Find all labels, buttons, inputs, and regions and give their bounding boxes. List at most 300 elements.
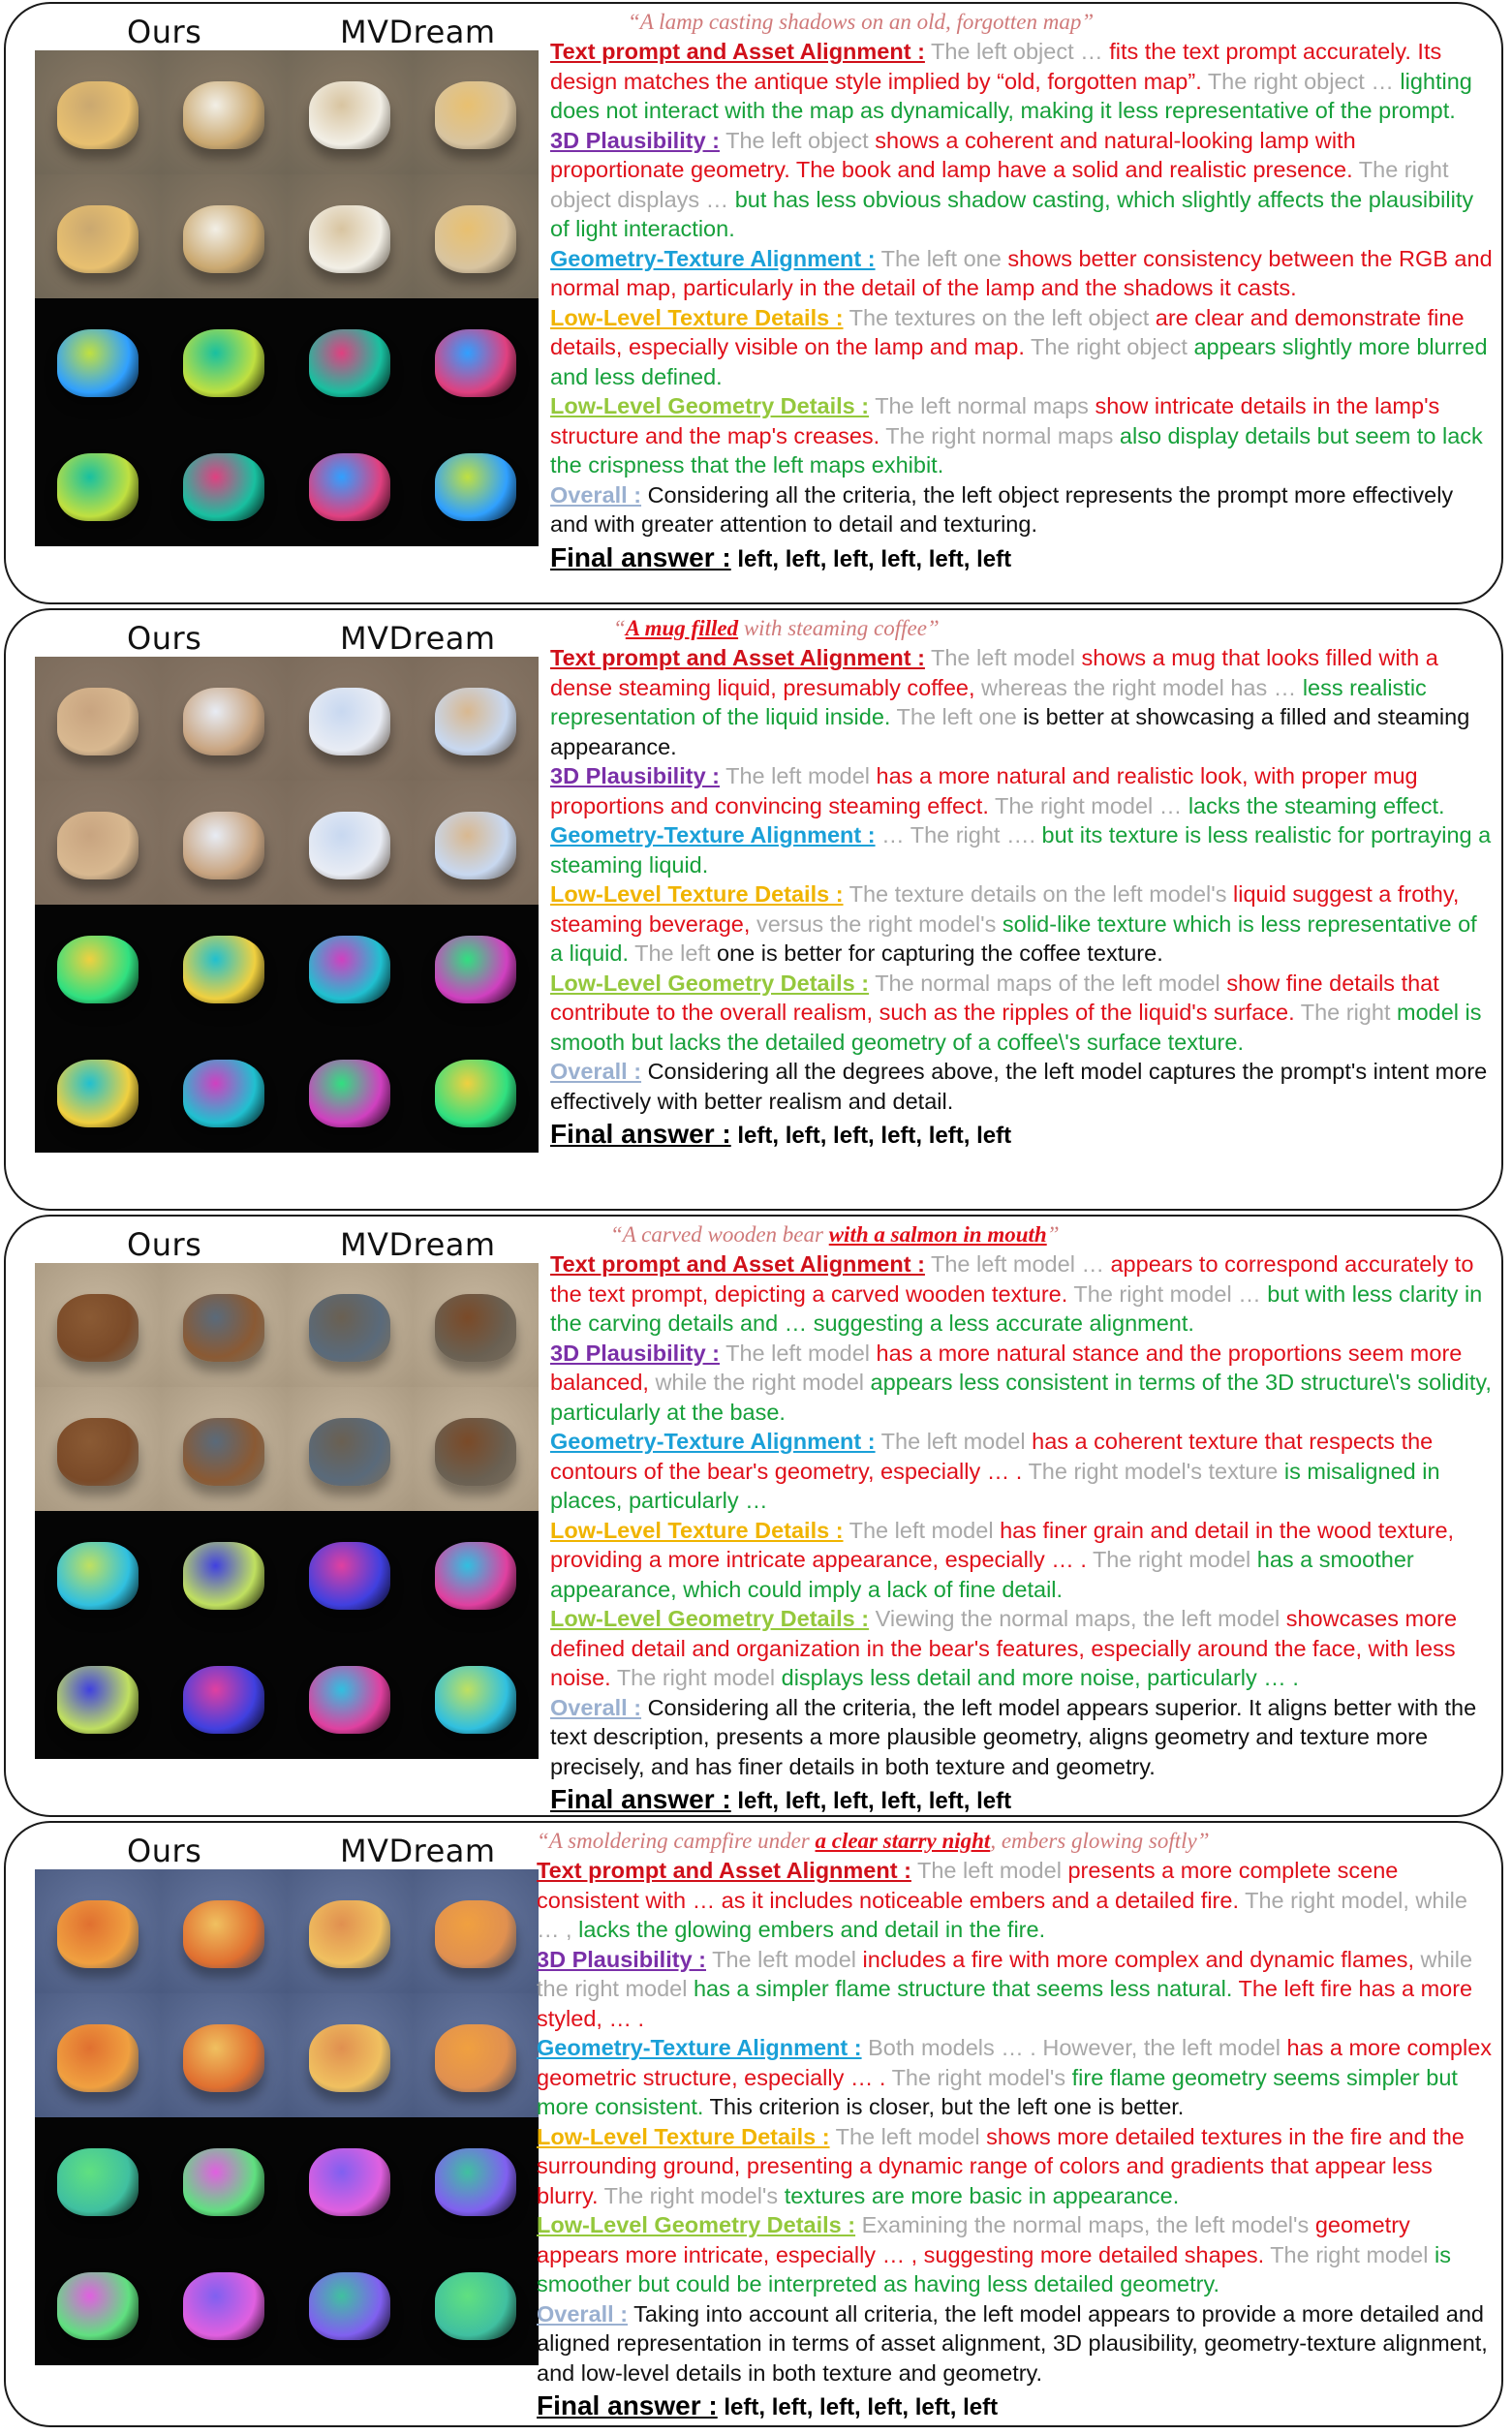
criterion-text: has finer grain and detail in the wood texture, providing a more intricate appearance, especially … . — [550, 1517, 1455, 1572]
criterion-text: geometry appears more intricate, especially … , suggesting more detailed shapes. — [537, 2212, 1410, 2267]
object-silhouette — [309, 329, 390, 397]
render-thumbnail — [287, 1263, 413, 1387]
comparison-panel-campfire — [4, 1821, 1503, 2427]
final-answer-label: Final answer : — [550, 1119, 731, 1149]
criterion-text: The right model … — [1073, 1280, 1268, 1307]
render-thumbnail — [35, 781, 161, 905]
object-silhouette — [57, 329, 139, 397]
criterion-text: The right object displays … — [550, 157, 1449, 212]
header-ours: Ours — [127, 14, 202, 50]
render-thumbnail — [287, 781, 413, 905]
object-silhouette — [435, 936, 516, 1003]
object-silhouette — [57, 2272, 139, 2340]
criterion-text: The right object … — [1207, 68, 1401, 94]
criterion-text: also display details but seem to lack the crispness that the left maps exhibit. — [550, 422, 1483, 478]
criterion-label: 3D Plausibility : — [550, 127, 720, 153]
final-answer-label: Final answer : — [550, 1784, 731, 1814]
criterion-text: The left fire has a more styled, … . — [537, 1976, 1473, 2031]
criterion-text: The left one — [896, 704, 1024, 729]
header-mvdream: MVDream — [340, 1226, 496, 1263]
object-silhouette — [57, 812, 139, 879]
final-answer-values: left, left, left, left, left, left — [730, 545, 1012, 572]
criterion-label: Geometry-Texture Alignment : — [550, 1429, 876, 1454]
criterion-text: while the right model — [537, 1946, 1473, 2001]
render-thumbnail — [35, 2241, 161, 2365]
render-thumbnail — [413, 1387, 539, 1511]
object-silhouette — [309, 1666, 390, 1734]
criterion-text: The right — [1300, 1000, 1398, 1025]
criterion-text: model is smooth but lacks the detailed geometry of a coffee\'s surface texture. — [550, 1000, 1482, 1055]
render-thumbnail — [413, 1263, 539, 1387]
prompt-segment: “A smoldering campfire under — [537, 1829, 816, 1853]
criterion-text: shows more detailed textures in the fire and the surrounding ground, presenting a dynamic range of colors and gradients that appear less blurry. — [537, 2123, 1465, 2208]
criterion-text: but with less clarity in the carving details and … suggesting a less accurate alignment. — [550, 1280, 1483, 1336]
criterion-text: Taking into account all criteria, the left model appears to provide a more detailed and aligned representation in terms of asset alignment, 3D plausibility, geometry-texture alignment, and low-level details in both texture and geometry. — [537, 2300, 1488, 2386]
criterion-label: 3D Plausibility : — [550, 763, 720, 788]
render-thumbnail — [413, 1635, 539, 1759]
object-silhouette — [309, 2148, 390, 2216]
object-silhouette — [309, 812, 390, 879]
criterion-text: The left model — [910, 1858, 1068, 1883]
prompt-segment: with steaming coffee” — [738, 616, 940, 640]
criterion-text: fits the text prompt accurately. Its design matches the antique style implied by “old, forgotten map”. — [550, 39, 1442, 94]
render-thumbnail — [161, 298, 287, 422]
object-silhouette — [183, 329, 264, 397]
render-thumbnail — [287, 50, 413, 174]
criterion-geo — [550, 1427, 1495, 1516]
render-thumbnail — [161, 50, 287, 174]
render-thumbnail — [161, 905, 287, 1029]
object-silhouette — [435, 205, 516, 273]
object-silhouette — [57, 453, 139, 521]
object-silhouette — [309, 1294, 390, 1362]
final-answer — [550, 543, 1495, 575]
render-thumbnail — [287, 174, 413, 298]
object-silhouette — [309, 1900, 390, 1968]
criterion-text: solid-like texture which is less representative of a liquid. — [550, 910, 1477, 966]
criterion-text: The left object — [720, 127, 876, 153]
object-silhouette — [183, 1666, 264, 1734]
render-thumbnail — [161, 1263, 287, 1387]
criterion-text: showcases more defined detail and organization in the bear's features, especially around the face, with less noise. — [550, 1606, 1458, 1690]
render-thumbnail — [413, 2241, 539, 2365]
criterion-text: is misaligned in places, particularly … — [550, 1458, 1440, 1513]
render-thumbnail — [287, 1029, 413, 1153]
object-silhouette — [183, 2272, 264, 2340]
render-grid — [35, 1869, 539, 2365]
criterion-text: Both models … . However, the left model — [861, 2035, 1287, 2060]
criterion-text: appears to correspond accurately to the text prompt, depicting a carved wooden texture. — [550, 1251, 1474, 1307]
criterion-label: Text prompt and Asset Alignment : — [550, 1251, 925, 1277]
final-answer-label: Final answer : — [550, 541, 731, 572]
criterion-over — [550, 480, 1495, 539]
criterion-text: … The right …. — [875, 822, 1042, 848]
render-thumbnail — [35, 905, 161, 1029]
criterion-text: The right model's — [603, 2182, 785, 2208]
render-thumbnail — [35, 174, 161, 298]
criterion-label: Low-Level Texture Details : — [550, 304, 844, 330]
criterion-text: fire flame geometry seems simpler but more consistent. — [537, 2064, 1458, 2119]
criterion-text: presents a more complete scene consistent with … as it includes noticeable embers and a detailed fire. — [537, 1858, 1399, 1913]
object-silhouette — [57, 1418, 139, 1486]
render-thumbnail — [287, 1511, 413, 1635]
criterion-text: The left model — [924, 645, 1082, 670]
prompt-segment: , embers glowing softly” — [990, 1829, 1210, 1853]
criterion-text: Examining the normal maps, the left model's — [855, 2212, 1315, 2237]
render-thumbnail — [35, 2117, 161, 2241]
object-silhouette — [57, 205, 139, 273]
final-answer-values: left, left, left, left, left, left — [717, 2394, 999, 2420]
object-silhouette — [309, 688, 390, 755]
object-silhouette — [57, 2148, 139, 2216]
criterion-label: Geometry-Texture Alignment : — [550, 822, 876, 848]
object-silhouette — [183, 1900, 264, 1968]
render-thumbnail — [287, 2241, 413, 2365]
criterion-text — [550, 643, 1495, 761]
criterion-text: The left model — [706, 1946, 863, 1972]
criterion-label: 3D Plausibility : — [537, 1946, 706, 1972]
render-thumbnail — [161, 1029, 287, 1153]
criterion-lgeo — [550, 969, 1495, 1058]
render-thumbnail — [413, 905, 539, 1029]
criterion-text: whereas the right model has … — [981, 674, 1303, 700]
header-mvdream: MVDream — [340, 620, 496, 657]
object-silhouette — [57, 1666, 139, 1734]
render-thumbnail — [161, 781, 287, 905]
criterion-text: less realistic representation of the liquid inside. — [550, 674, 1427, 729]
criterion-label: Overall : — [550, 1694, 642, 1720]
criterion-label: Low-Level Texture Details : — [550, 881, 844, 907]
object-silhouette — [57, 1294, 139, 1362]
render-thumbnail — [35, 298, 161, 422]
criterion-plaus — [550, 126, 1495, 244]
criterion-lgeo — [550, 391, 1495, 480]
object-silhouette — [309, 453, 390, 521]
criterion-text: appears slightly more blurred and less defined. — [550, 334, 1488, 389]
object-silhouette — [57, 2024, 139, 2092]
criterion-text: show fine details that contribute to the overall realism, such as the ripples of the liquid's surface. — [550, 970, 1439, 1025]
object-silhouette — [435, 1542, 516, 1610]
criterion-text: The right model — [616, 1665, 782, 1690]
object-silhouette — [183, 453, 264, 521]
criterion-text: The right model, while … , — [537, 1887, 1467, 1942]
object-silhouette — [309, 1060, 390, 1127]
render-thumbnail — [35, 1869, 161, 1993]
criterion-text — [550, 1249, 1495, 1339]
render-thumbnail — [161, 2241, 287, 2365]
render-thumbnail — [161, 1869, 287, 1993]
render-thumbnail — [413, 1511, 539, 1635]
render-thumbnail — [413, 422, 539, 546]
criterion-text: includes a fire with more complex and dynamic flames, — [862, 1946, 1421, 1972]
render-thumbnail — [35, 422, 161, 546]
render-thumbnail — [413, 1869, 539, 1993]
criterion-text: The right normal maps — [885, 422, 1120, 448]
render-grid — [35, 1263, 539, 1759]
object-silhouette — [435, 1900, 516, 1968]
object-silhouette — [57, 1542, 139, 1610]
criteria-body — [537, 1856, 1496, 2423]
render-thumbnail — [161, 422, 287, 546]
final-answer — [550, 1120, 1495, 1152]
criterion-over — [537, 2299, 1496, 2389]
criterion-geo — [550, 244, 1495, 303]
object-silhouette — [309, 205, 390, 273]
criterion-label: Geometry-Texture Alignment : — [550, 245, 876, 271]
criterion-text: The textures on the left object — [843, 304, 1156, 330]
prompt-emphasis: A mug filled — [625, 616, 739, 640]
render-thumbnail — [161, 1635, 287, 1759]
prompt-text — [610, 1222, 1060, 1248]
criterion-text: textures are more basic in appearance. — [784, 2182, 1180, 2208]
criterion-text: is smoother but could be interpreted as having less detailed geometry. — [537, 2241, 1451, 2296]
criterion-label: Low-Level Geometry Details : — [550, 393, 870, 418]
render-thumbnail — [413, 174, 539, 298]
criteria-body — [550, 1249, 1495, 1817]
criterion-label: Low-Level Geometry Details : — [550, 1606, 870, 1631]
final-answer-label: Final answer : — [537, 2390, 718, 2420]
object-silhouette — [435, 1418, 516, 1486]
object-silhouette — [435, 2272, 516, 2340]
criterion-label: Overall : — [537, 2300, 629, 2327]
object-silhouette — [183, 1542, 264, 1610]
criterion-text: This criterion is closer, but the left one is better. — [709, 2094, 1185, 2119]
header-ours: Ours — [127, 1226, 202, 1263]
object-silhouette — [183, 1418, 264, 1486]
object-silhouette — [309, 1542, 390, 1610]
criterion-label: Geometry-Texture Alignment : — [537, 2035, 862, 2060]
criterion-text: has a coherent texture that respects the contours of the bear's geometry, especially … . — [550, 1429, 1434, 1484]
object-silhouette — [57, 936, 139, 1003]
header-ours: Ours — [127, 620, 202, 657]
header-mvdream: MVDream — [340, 14, 496, 50]
criterion-text: The right model's texture — [1028, 1458, 1284, 1484]
object-silhouette — [309, 1418, 390, 1486]
object-silhouette — [435, 1666, 516, 1734]
object-silhouette — [183, 936, 264, 1003]
header-ours: Ours — [127, 1833, 202, 1869]
criterion-text: while the right model — [655, 1370, 871, 1395]
render-thumbnail — [161, 1387, 287, 1511]
comparison-panel-mug — [4, 608, 1503, 1211]
criterion-text: The left model — [843, 1517, 1001, 1543]
criterion-text: shows a coherent and natural-looking lamp with proportionate geometry. The book and lamp have a solid and realistic presence. — [550, 127, 1359, 182]
render-thumbnail — [287, 298, 413, 422]
render-thumbnail — [161, 174, 287, 298]
comparison-panel-bear — [4, 1215, 1503, 1817]
criterion-plaus — [537, 1945, 1496, 2034]
render-thumbnail — [35, 1263, 161, 1387]
criterion-label: Text prompt and Asset Alignment : — [550, 39, 925, 64]
object-silhouette — [435, 1294, 516, 1362]
criterion-text: one is better for capturing the coffee texture. — [717, 940, 1163, 966]
render-thumbnail — [35, 1993, 161, 2117]
render-thumbnail — [413, 1029, 539, 1153]
render-thumbnail — [287, 905, 413, 1029]
prompt-segment: “ — [613, 616, 626, 640]
object-silhouette — [435, 2148, 516, 2216]
object-silhouette — [57, 81, 139, 149]
criterion-text: but has less obvious shadow casting, which slightly affects the plausibility of light interaction. — [550, 186, 1474, 241]
render-grid — [35, 657, 539, 1153]
criterion-label: Overall : — [550, 481, 642, 508]
prompt-emphasis: with a salmon in mouth — [828, 1222, 1047, 1247]
prompt-text — [537, 1829, 1210, 1854]
prompt-text — [628, 10, 1094, 35]
criterion-text: has a smoother appearance, which could imply a lack of fine detail. — [550, 1547, 1414, 1602]
criterion-plaus — [550, 761, 1495, 820]
criterion-text: displays less detail and more noise, particularly … . — [781, 1665, 1299, 1690]
render-thumbnail — [287, 422, 413, 546]
prompt-segment: “A carved wooden bear — [610, 1222, 829, 1247]
criterion-text: The left one — [875, 245, 1008, 271]
criterion-over — [550, 1693, 1495, 1782]
criterion-text: lacks the steaming effect. — [1188, 792, 1445, 818]
render-thumbnail — [35, 1387, 161, 1511]
criterion-label: Text prompt and Asset Alignment : — [550, 645, 925, 670]
render-thumbnail — [413, 657, 539, 781]
final-answer — [537, 2391, 1496, 2423]
object-silhouette — [435, 688, 516, 755]
criterion-text: The left model — [720, 1340, 877, 1366]
criterion-text: appears less consistent in terms of the 3D structure\'s solidity, particularly at the base. — [550, 1370, 1492, 1425]
criterion-lgeo — [550, 1604, 1495, 1693]
final-answer — [550, 1785, 1495, 1817]
criterion-text: has a more complex geometric structure, especially … . — [537, 2035, 1493, 2090]
criterion-text: is better at showcasing a filled and steaming appearance. — [550, 704, 1470, 759]
criterion-text: The left object … — [924, 39, 1110, 64]
object-silhouette — [183, 81, 264, 149]
render-thumbnail — [287, 1387, 413, 1511]
render-thumbnail — [287, 1869, 413, 1993]
criterion-text: show intricate details in the lamp's structure and the map's creases. — [550, 393, 1440, 448]
final-answer-values: left, left, left, left, left, left — [730, 1788, 1012, 1814]
criterion-text: lacks the glowing embers and detail in the fire. — [578, 1917, 1046, 1942]
criterion-lgeo — [537, 2210, 1496, 2299]
criterion-label: Overall : — [550, 1059, 642, 1084]
criterion-label: 3D Plausibility : — [550, 1340, 720, 1366]
render-thumbnail — [413, 781, 539, 905]
criterion-geo — [550, 820, 1495, 879]
criteria-body — [550, 37, 1495, 574]
criterion-text: lighting does not interact with the map as dynamically, making it less representative of the prompt. — [550, 68, 1472, 123]
render-thumbnail — [161, 2117, 287, 2241]
object-silhouette — [183, 812, 264, 879]
render-thumbnail — [287, 1635, 413, 1759]
criterion-text: The texture details on the left model's — [843, 881, 1234, 907]
criterion-text: has a simpler flame structure that seems less natural. — [693, 1976, 1239, 2001]
object-silhouette — [183, 2024, 264, 2092]
criterion-text: liquid suggest a frothy, steaming beverage, — [550, 881, 1460, 937]
render-thumbnail — [161, 1993, 287, 2117]
header-mvdream: MVDream — [340, 1833, 496, 1869]
criterion-label: Low-Level Geometry Details : — [550, 970, 870, 996]
object-silhouette — [435, 1060, 516, 1127]
object-silhouette — [183, 205, 264, 273]
object-silhouette — [435, 2024, 516, 2092]
object-silhouette — [57, 1060, 139, 1127]
object-silhouette — [57, 1900, 139, 1968]
object-silhouette — [435, 812, 516, 879]
criterion-text: The left normal maps — [869, 393, 1095, 418]
criterion-label: Low-Level Texture Details : — [537, 2123, 830, 2149]
criterion-text — [537, 1856, 1496, 1945]
criterion-text: The right object — [1030, 334, 1194, 359]
render-thumbnail — [161, 1511, 287, 1635]
render-thumbnail — [35, 1511, 161, 1635]
criterion-tex — [550, 303, 1495, 392]
object-silhouette — [435, 453, 516, 521]
object-silhouette — [183, 1060, 264, 1127]
object-silhouette — [183, 1294, 264, 1362]
final-answer-values: left, left, left, left, left, left — [730, 1123, 1012, 1149]
render-thumbnail — [35, 1635, 161, 1759]
criterion-text: but its texture is less realistic for portraying a steaming liquid. — [550, 822, 1492, 878]
criterion-text: Viewing the normal maps, the left model — [869, 1606, 1286, 1631]
object-silhouette — [435, 81, 516, 149]
object-silhouette — [435, 329, 516, 397]
criterion-label: Low-Level Geometry Details : — [537, 2212, 856, 2237]
object-silhouette — [309, 2024, 390, 2092]
criterion-text: has a more natural stance and the proportions seem more balanced, — [550, 1340, 1463, 1395]
prompt-segment: ” — [1046, 1222, 1060, 1247]
criterion-text: versus the right model's — [756, 910, 1003, 937]
render-thumbnail — [287, 657, 413, 781]
criterion-tex — [550, 1516, 1495, 1605]
criterion-text: shows better consistency between the RGB and normal map, particularly in the detail of the lamp and the shadows it casts. — [550, 245, 1493, 300]
object-silhouette — [183, 2148, 264, 2216]
criterion-text: The right model — [1270, 2241, 1435, 2267]
criterion-text — [550, 37, 1495, 126]
criterion-text: The right model … — [994, 792, 1188, 818]
render-thumbnail — [35, 50, 161, 174]
criterion-text: shows a mug that looks filled with a dense steaming liquid, presumably coffee, — [550, 645, 1438, 700]
criterion-geo — [537, 2033, 1496, 2122]
prompt-text — [613, 616, 940, 641]
criterion-text: are clear and demonstrate fine details, especially visible on the lamp and map. — [550, 304, 1465, 359]
criterion-text: Considering all the criteria, the left model appears superior. It aligns better with the text description, presents a more plausible geometry, aligns geometry and texture more precisely, and has finer details in both texture and geometry. — [550, 1694, 1477, 1779]
criterion-text: The left model — [720, 763, 877, 788]
criterion-over — [550, 1057, 1495, 1116]
render-thumbnail — [35, 1029, 161, 1153]
criterion-plaus — [550, 1339, 1495, 1428]
criterion-label: Low-Level Texture Details : — [550, 1517, 844, 1543]
render-thumbnail — [35, 657, 161, 781]
criterion-text: The normal maps of the left model — [869, 970, 1227, 996]
criterion-tex — [537, 2122, 1496, 2211]
object-silhouette — [309, 2272, 390, 2340]
render-grid — [35, 50, 539, 546]
object-silhouette — [309, 936, 390, 1003]
render-thumbnail — [413, 1993, 539, 2117]
criterion-text: The right model's — [891, 2064, 1072, 2090]
criterion-text: has a more natural and realistic look, with proper mug proportions and convincing steaming effect. — [550, 763, 1418, 818]
object-silhouette — [309, 81, 390, 149]
render-thumbnail — [413, 50, 539, 174]
prompt-emphasis: a clear starry night — [815, 1829, 991, 1853]
criterion-text: Considering all the degrees above, the left model captures the prompt's intent more effectively with better realism and detail. — [550, 1059, 1488, 1114]
object-silhouette — [183, 688, 264, 755]
criterion-text: The right model — [1092, 1547, 1257, 1572]
render-thumbnail — [161, 657, 287, 781]
criterion-text: The left model … — [924, 1251, 1111, 1277]
criterion-text: The left — [634, 940, 718, 966]
render-thumbnail — [413, 298, 539, 422]
render-thumbnail — [413, 2117, 539, 2241]
criterion-tex — [550, 879, 1495, 969]
render-thumbnail — [287, 1993, 413, 2117]
prompt-segment: “A lamp casting shadows on an old, forgotten map” — [628, 10, 1095, 34]
